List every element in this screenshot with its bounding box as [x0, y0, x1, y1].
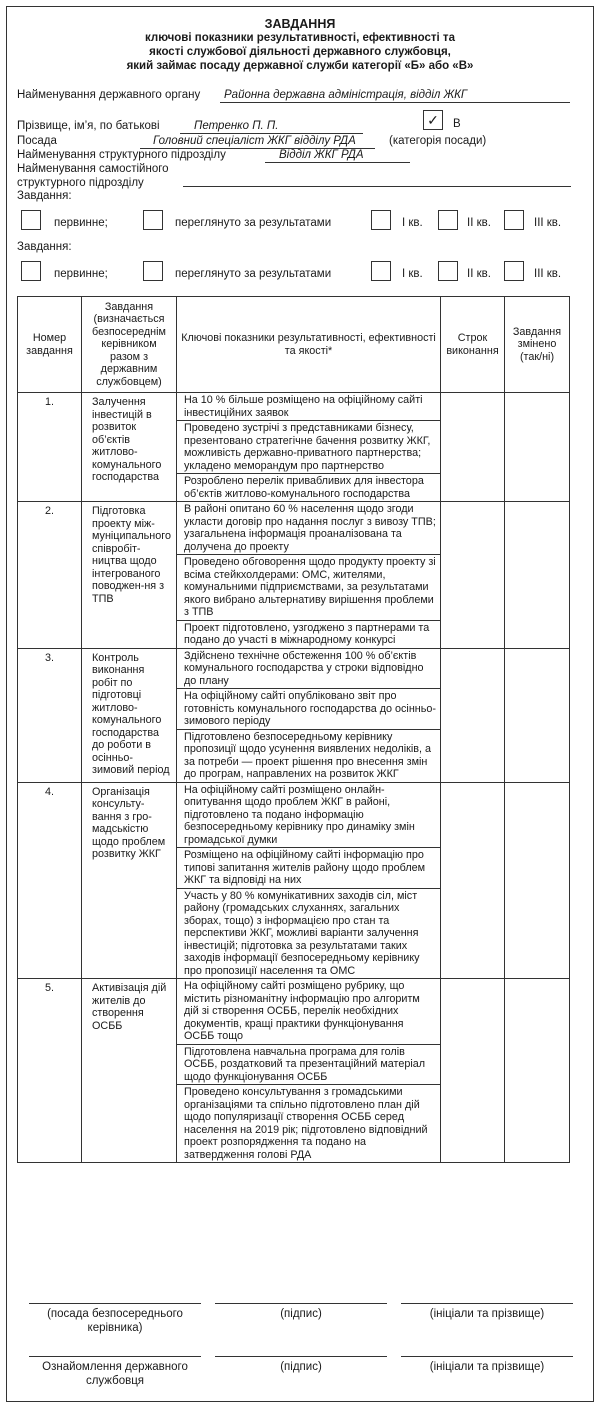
table-row: [18, 782, 570, 979]
table-header-row: [18, 297, 570, 393]
indicators-cell: [177, 502, 441, 649]
kpi-table: [17, 296, 570, 1163]
header-task: Завдання (визначається безпосереднім керівником разом з державним службовцем): [82, 297, 177, 393]
term-cell[interactable]: [441, 502, 505, 649]
name-value[interactable]: Петренко П. П.: [194, 120, 279, 132]
task-description[interactable]: Організація консульту-вання з гро-мадськістю щодо проблем розвитку ЖКГ: [82, 782, 177, 979]
indicator-item[interactable]: В районі опитано 60 % населення щодо згоди укласти договір про надання послуг з вивозу ТПВ; узагальнена інформація проаналізована та долучена до проекту: [177, 502, 440, 555]
title-line-4: який займає посаду державної служби категорії «Б» або «В»: [126, 60, 474, 72]
position-value[interactable]: Головний спеціаліст ЖКГ відділу РДА: [153, 135, 356, 147]
task-description[interactable]: Залучення інвестицій в розвиток об’єктів житлово-комунального господарства: [82, 393, 177, 502]
sup-signature-caption: (підпис): [280, 1308, 322, 1320]
indep-unit-label-1: Найменування самостійного: [17, 163, 169, 175]
q2-label-1: II кв.: [467, 217, 491, 229]
table-row: [18, 393, 570, 502]
sup-signature-line[interactable]: [215, 1303, 387, 1304]
indicator-item[interactable]: На офіційному сайті опубліковано звіт про готовність комунального господарства до осінньо-зимового періоду: [177, 689, 440, 730]
emp-signature-caption: (підпис): [280, 1361, 322, 1373]
unit-underline: [265, 162, 410, 163]
table-body: [18, 393, 570, 1163]
q3-label-2: III кв.: [534, 268, 562, 280]
emp-initials-caption: (ініціали та прізвище): [429, 1361, 545, 1373]
tasks-label-1: Завдання:: [17, 190, 72, 202]
header-num: Номер завдання: [18, 297, 82, 393]
sup-position-caption: (посада безпосереднього керівника): [47, 1308, 183, 1334]
changed-cell[interactable]: [505, 782, 570, 979]
changed-cell[interactable]: [505, 502, 570, 649]
term-cell[interactable]: [441, 782, 505, 979]
header-changed: Завдання змінено (так/ні): [505, 297, 570, 393]
changed-cell[interactable]: [505, 648, 570, 782]
task-description[interactable]: Активізація дій жителів до створення ОСББ: [82, 979, 177, 1163]
term-cell[interactable]: [441, 979, 505, 1163]
indicators-cell: [177, 782, 441, 979]
indep-unit-underline[interactable]: [183, 186, 571, 187]
org-underline: [220, 102, 570, 103]
q2-checkbox-1[interactable]: [438, 210, 458, 230]
q2-label-2: II кв.: [467, 268, 491, 280]
q1-label-1: I кв.: [402, 217, 423, 229]
q1-label-2: I кв.: [402, 268, 423, 280]
indicator-item[interactable]: Проведено консультування з громадськими організаціями та спільно підготовлено план дій щодо популяризації створення ОСББ серед населення на 2019 рік; підготовлено відповідний проект розпорядження та подано на затвердження голові РДА: [184, 1086, 428, 1161]
name-label: Прізвище, ім’я, по батькові: [17, 120, 160, 132]
indicator-item[interactable]: Проведено обговорення щодо продукту проекту зі всіма стейкхолдерами: ОМС, жителями, комунальними підприємствами, за результатами якого вибрано альтернативу вирішення проблеми з ТПВ: [177, 555, 440, 621]
task-description[interactable]: Підготовка проекту між-муніципального співробіт-ництва щодо інтегрованого поводжен-ня з ТПВ: [82, 502, 177, 649]
indicator-item[interactable]: Проект підготовлено, узгоджено з партнерами та подано до участі в міжнародному конкурсі: [184, 621, 430, 646]
task-number: 4.: [18, 782, 82, 979]
header-term: Строк виконання: [441, 297, 505, 393]
unit-label: Найменування структурного підрозділу: [17, 149, 226, 161]
table-row: [18, 979, 570, 1163]
indicator-item[interactable]: На 10 % більше розміщено на офіційному сайті інвестиційних заявок: [177, 393, 440, 421]
indicator-item[interactable]: На офіційному сайті розміщено онлайн-опитування щодо проблем ЖКГ в районі, підготовлено та подано інформацію безпосередньому керівнику про динаміку змін громадської думки: [177, 783, 440, 849]
q2-checkbox-2[interactable]: [438, 261, 458, 281]
primary-label-2: первинне;: [54, 268, 108, 280]
indicator-item[interactable]: Розроблено перелік привабливих для інвестора об’єктів житлово-комунального господарства: [184, 475, 424, 500]
primary-checkbox-2[interactable]: [21, 261, 41, 281]
tasks-label-2: Завдання:: [17, 241, 72, 253]
q1-checkbox-1[interactable]: [371, 210, 391, 230]
task-description[interactable]: Контроль виконання робіт по підготовці житлово-комунального господарства до роботи в осінньо-зимовий період: [82, 648, 177, 782]
primary-checkbox-1[interactable]: [21, 210, 41, 230]
task-number: 2.: [18, 502, 82, 649]
unit-value[interactable]: Відділ ЖКГ РДА: [279, 149, 364, 161]
indicator-item[interactable]: Проведено зустрічі з представниками бізнесу, презентовано стратегічне бачення розвитку ЖКГ, можливість державно-приватного партнерства; укладено меморандум про партнерство: [177, 421, 440, 474]
title-line-3: якості службової діяльності державного службовця,: [149, 46, 451, 58]
task-form: [6, 6, 594, 1402]
sup-position-line[interactable]: [29, 1303, 201, 1304]
title-line-2: ключові показники результативності, ефективності та: [145, 32, 455, 44]
table-row: [18, 502, 570, 649]
indep-unit-label-2: структурного підрозділу: [17, 177, 144, 189]
sup-initials-caption: (ініціали та прізвище): [429, 1308, 545, 1320]
q3-checkbox-2[interactable]: [504, 261, 524, 281]
org-value[interactable]: Районна державна адміністрація, відділ ЖКГ: [224, 89, 468, 101]
q3-label-1: III кв.: [534, 217, 562, 229]
task-number: 3.: [18, 648, 82, 782]
term-cell[interactable]: [441, 648, 505, 782]
task-number: 5.: [18, 979, 82, 1163]
emp-familiarization-caption: Ознайомлення державного службовця: [42, 1361, 188, 1387]
form-title: [7, 7, 593, 73]
reviewed-checkbox-2[interactable]: [143, 261, 163, 281]
emp-signature-line[interactable]: [215, 1356, 387, 1357]
indicator-item[interactable]: Здійснено технічне обстеження 100 % об’єктів комунального господарства у строки відповідно до плану: [177, 649, 440, 690]
emp-familiarization-line[interactable]: [29, 1356, 201, 1357]
indicator-item[interactable]: Участь у 80 % комунікативних заходів сіл, міст району (громадських слуханнях, загальних зборах, тощо) з інформацією про стан та перспективи ЖКГ, можливі варіанти залучення інвестицій; підготовка за результатами таких заходів інформації безпосередньому керівнику про пропозиції населення та ОМС: [184, 889, 420, 977]
emp-initials-line[interactable]: [401, 1356, 573, 1357]
q3-checkbox-1[interactable]: [504, 210, 524, 230]
changed-cell[interactable]: [505, 979, 570, 1163]
indicator-item[interactable]: Підготовлено безпосередньому керівнику пропозиції щодо усунення виявлених недоліків, а за потреби — проект рішення про внесення змін до програм, направлених на розвиток ЖКГ: [184, 730, 431, 780]
task-number: 1.: [18, 393, 82, 502]
indicator-item[interactable]: На офіційному сайті розміщено рубрику, що містить різноманітну інформацію про алгоритм дій зі створення ОСББ, перелік необхідних документів, кращі практики функціонування ОСББ тощо: [177, 979, 440, 1045]
position-label: Посада: [17, 135, 57, 147]
indicator-item[interactable]: Підготовлена навчальна програма для голів ОСББ, роздатковий та презентаційний матеріал щодо функціонування ОСББ: [177, 1045, 440, 1086]
changed-cell[interactable]: [505, 393, 570, 502]
primary-label-1: первинне;: [54, 217, 108, 229]
table-row: [18, 648, 570, 782]
term-cell[interactable]: [441, 393, 505, 502]
reviewed-checkbox-1[interactable]: [143, 210, 163, 230]
indicators-cell: [177, 393, 441, 502]
reviewed-label-2: переглянуто за результатами: [175, 268, 332, 280]
reviewed-label-1: переглянуто за результатами: [175, 217, 332, 229]
q1-checkbox-2[interactable]: [371, 261, 391, 281]
checkmark-icon: ✓: [427, 112, 439, 128]
indicators-cell: [177, 979, 441, 1163]
category-value: В: [453, 118, 461, 130]
header-kpi: Ключові показники результативності, ефективності та якості*: [177, 297, 441, 393]
org-label: Найменування державного органу: [17, 89, 201, 101]
sup-initials-line[interactable]: [401, 1303, 573, 1304]
title-line-1: ЗАВДАННЯ: [264, 17, 336, 31]
indicators-cell: [177, 648, 441, 782]
category-label: (категорія посади): [389, 135, 487, 147]
indicator-item[interactable]: Розміщено на офіційному сайті інформацію про типові запитання жителів району щодо проблем ЖКГ та відповіді на них: [177, 848, 440, 889]
category-checkbox[interactable]: [423, 110, 443, 130]
